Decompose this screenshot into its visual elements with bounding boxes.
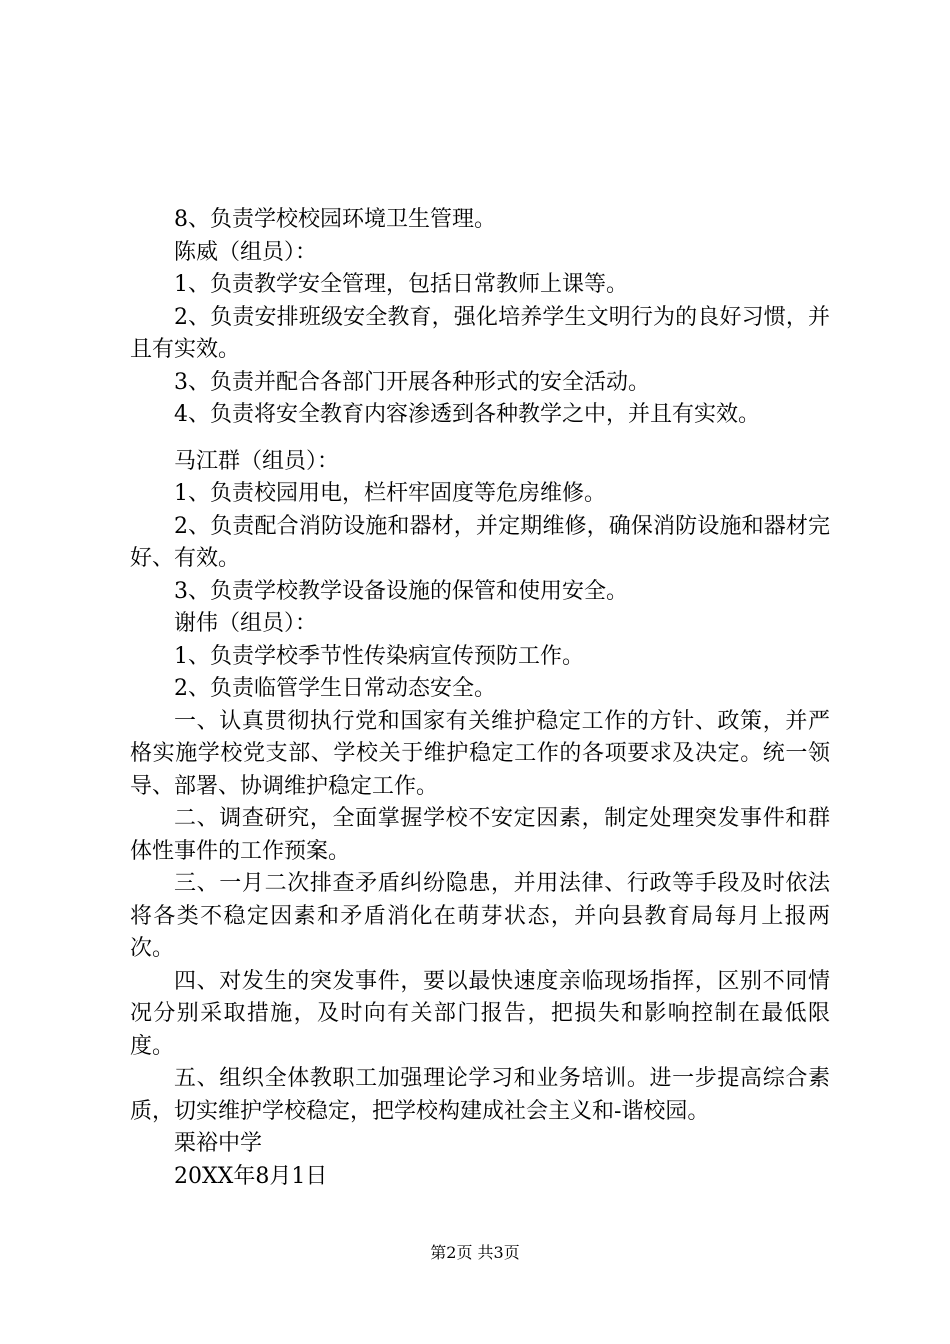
paragraph-section-5: 五、组织全体教职工加强理论学习和业务培训。进一步提高综合素质，切实维护学校稳定，把学校构建成社会主义和-谐校园。 xyxy=(130,1066,830,1124)
paragraph-xiewei-duty-2: 2、负责临管学生日常动态安全。 xyxy=(174,676,496,701)
member-heading-chenwei: 陈威（组员）： xyxy=(174,239,318,265)
paragraph-majiangqun-duty-1: 1、负责校园用电，栏杆牢固度等危房维修。 xyxy=(174,481,606,506)
paragraph-xiewei-duty-1: 1、负责学校季节性传染病宣传预防工作。 xyxy=(174,643,584,669)
paragraph-section-1: 一、认真贯彻执行党和国家有关维护稳定工作的方针、政策，并严格实施学校党支部、学校关于维护稳定工作的各项要求及决定。统一领导、部署、协调维护稳定工作。 xyxy=(130,708,830,799)
paragraph-chenwei-duty-3: 3、负责并配合各部门开展各种形式的安全活动。 xyxy=(174,369,650,395)
member-heading-majiangqun: 马江群（组员）： xyxy=(174,448,340,474)
signature-date: 20XX年8月1日 xyxy=(174,1163,328,1189)
document-body xyxy=(130,204,830,1193)
signature-school-name: 栗裕中学 xyxy=(174,1131,263,1156)
paragraph-section-2: 二、调查研究，全面掌握学校不安定因素，制定处理突发事件和群体性事件的工作预案。 xyxy=(130,806,830,864)
paragraph-duty-8: 8、负责学校校园环境卫生管理。 xyxy=(174,207,496,232)
paragraph-chenwei-duty-2: 2、负责安排班级安全教育，强化培养学生文明行为的良好习惯，并且有实效。 xyxy=(130,304,830,362)
paragraph-section-3: 三、一月二次排查矛盾纠纷隐患，并用法律、行政等手段及时依法将各类不稳定因素和矛盾消化在萌芽状态，并向县教育局每月上报两次。 xyxy=(130,871,830,961)
page-footer xyxy=(0,1243,950,1263)
paragraph-chenwei-duty-1: 1、负责教学安全管理，包括日常教师上课等。 xyxy=(174,272,628,297)
paragraph-chenwei-duty-4: 4、负责将安全教育内容渗透到各种教学之中，并且有实效。 xyxy=(174,402,760,427)
paragraph-majiangqun-duty-2: 2、负责配合消防设施和器材，并定期维修，确保消防设施和器材完好、有效。 xyxy=(130,513,830,571)
member-heading-xiewei: 谢伟（组员）： xyxy=(174,611,318,636)
paragraph-majiangqun-duty-3: 3、负责学校教学设备设施的保管和使用安全。 xyxy=(174,578,628,604)
paragraph-section-4: 四、对发生的突发事件，要以最快速度亲临现场指挥，区别不同情况分别采取措施，及时向有关部门报告，把损失和影响控制在最低限度。 xyxy=(130,968,830,1059)
page-number-label: 第2页 共3页 xyxy=(430,1243,520,1262)
